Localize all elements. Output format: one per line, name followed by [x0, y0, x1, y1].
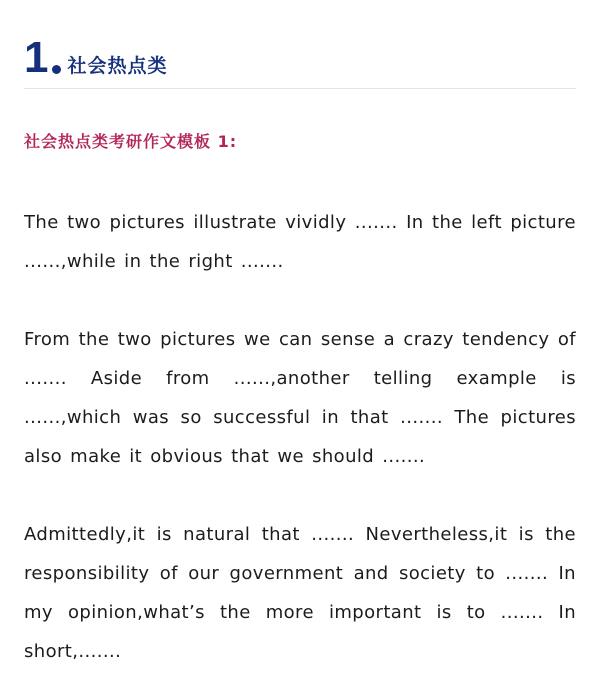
section-dot-icon	[52, 65, 61, 74]
section-number: 1	[24, 33, 48, 82]
section-title: 社会热点类	[67, 55, 168, 77]
template-paragraph-1: The two pictures illustrate vividly ....... In the left picture ......,while in the right .......	[24, 212, 576, 272]
section-header	[24, 30, 168, 80]
template-paragraph-2: From the two pictures we can sense a crazy tendency of ....... Aside from ......,another telling example is ......,which was so successful in that ....... The pictures also make it obvious that we should .......	[24, 329, 576, 467]
template-paragraph-3: Admittedly,it is natural that ....... Nevertheless,it is the responsibility of our government and society to ....... In my opinion,what’s the more important is to ....... In short,.......	[24, 524, 576, 662]
section-divider	[24, 88, 576, 89]
template-heading: 社会热点类考研作文模板 1:	[24, 132, 238, 151]
